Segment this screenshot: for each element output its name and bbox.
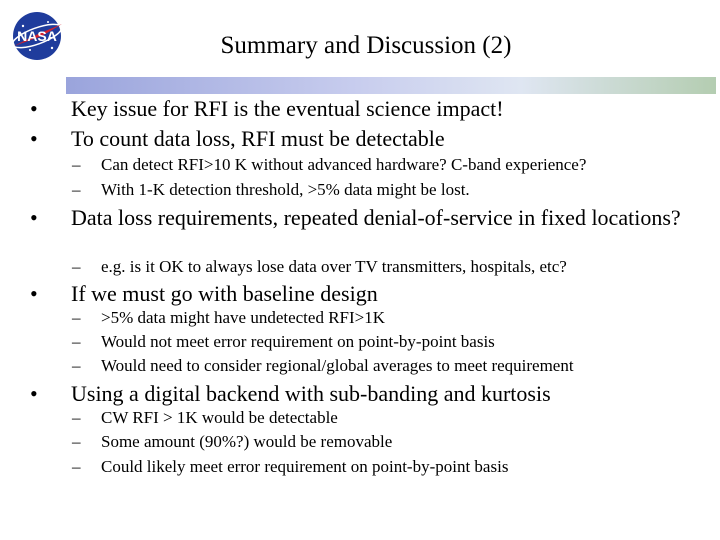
sub-bullet-text: e.g. is it OK to always lose data over TV transmitters, hospitals, etc? <box>101 257 567 276</box>
sub-bullet-text: Could likely meet error requirement on point-by-point basis <box>101 457 509 476</box>
sub-bullet-item: – With 1-K detection threshold, >5% data might be lost. <box>72 180 712 200</box>
bullet-item: • Key issue for RFI is the eventual science impact! <box>30 96 700 121</box>
sub-bullet-item: – Could likely meet error requirement on point-by-point basis <box>72 457 712 477</box>
sub-bullet-item: – Would not meet error requirement on point-by-point basis <box>72 332 712 352</box>
sub-bullet-text: With 1-K detection threshold, >5% data might be lost. <box>101 180 470 199</box>
bullet-item: • Using a digital backend with sub-banding and kurtosis <box>30 381 700 406</box>
bullet-text: Key issue for RFI is the eventual science impact! <box>71 96 504 121</box>
bullet-text: If we must go with baseline design <box>71 281 378 306</box>
sub-bullet-item: – Some amount (90%?) would be removable <box>72 432 712 452</box>
bullet-text: To count data loss, RFI must be detectable <box>71 126 445 151</box>
sub-bullet-text: Would not meet error requirement on point-by-point basis <box>101 332 495 351</box>
sub-bullet-item: – >5% data might have undetected RFI>1K <box>72 308 712 328</box>
slide-title: Summary and Discussion (2) <box>220 32 512 59</box>
bullet-item: • If we must go with baseline design <box>30 281 700 306</box>
sub-bullet-text: >5% data might have undetected RFI>1K <box>101 308 386 327</box>
bullet-text: Data loss requirements, repeated denial-of-service in fixed locations? <box>71 205 681 230</box>
sub-bullet-item: – e.g. is it OK to always lose data over TV transmitters, hospitals, etc? <box>72 257 712 277</box>
bullet-item: • Data loss requirements, repeated denial-of-service in fixed locations? <box>30 205 700 230</box>
sub-bullet-text: CW RFI > 1K would be detectable <box>101 408 338 427</box>
bullet-item: • To count data loss, RFI must be detectable <box>30 126 700 151</box>
sub-bullet-text: Would need to consider regional/global averages to meet requirement <box>101 356 574 375</box>
bullet-text: Using a digital backend with sub-banding and kurtosis <box>71 381 551 406</box>
sub-bullet-item: – CW RFI > 1K would be detectable <box>72 408 712 428</box>
sub-bullet-text: Some amount (90%?) would be removable <box>101 432 393 451</box>
sub-bullet-item: – Can detect RFI>10 K without advanced hardware? C-band experience? <box>72 155 712 175</box>
sub-bullet-text: Can detect RFI>10 K without advanced hardware? C-band experience? <box>101 155 587 174</box>
sub-bullet-item: – Would need to consider regional/global averages to meet requirement <box>72 356 712 376</box>
logo-text: NASA <box>17 28 57 44</box>
title-underline-bar <box>66 77 716 94</box>
